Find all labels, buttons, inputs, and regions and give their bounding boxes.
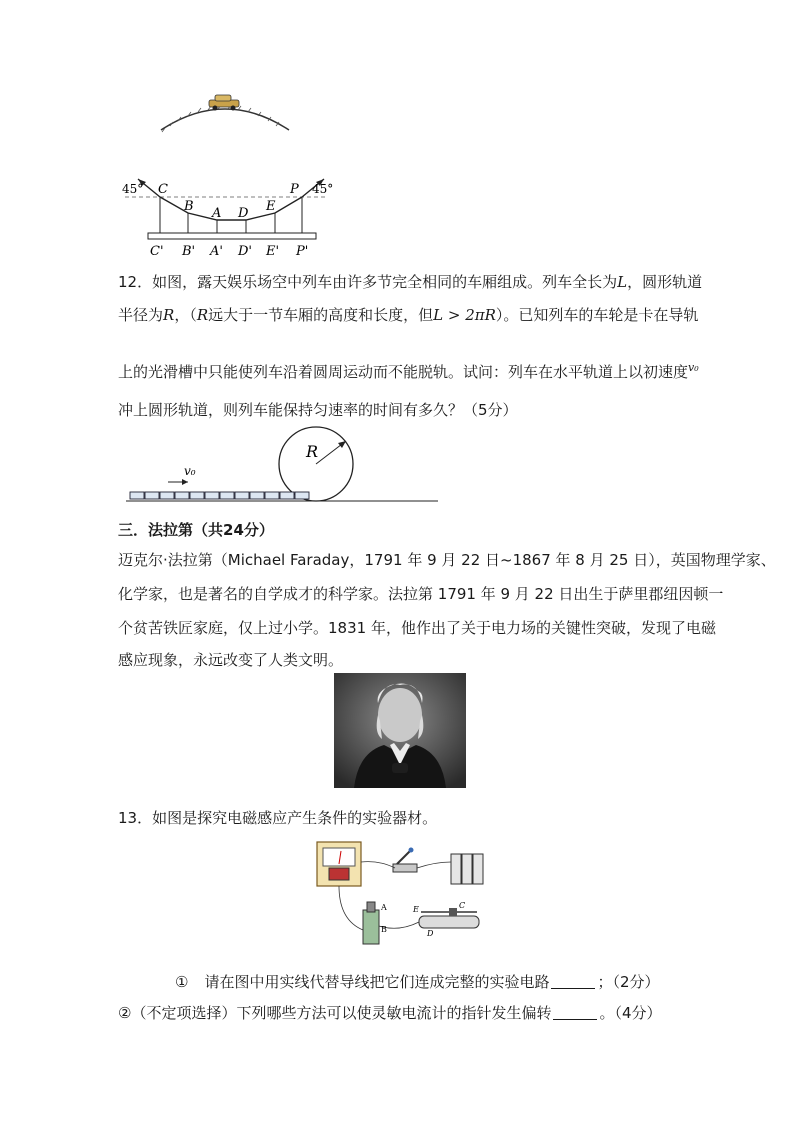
- paragraph-line: 化学家，也是著名的自学成才的科学家。法拉第 1791 年 9 月 22 日出生于萨里郡纽因顿一: [118, 585, 724, 603]
- apparatus-label: A: [381, 903, 387, 912]
- apparatus-label: E: [413, 905, 419, 914]
- q12-line-3: 上的光滑槽中只能使列车沿着圆周运动而不能脱轨。试问：列车在水平轨道上以初速度$^{v_0}$: [118, 361, 699, 381]
- switch-icon: [393, 848, 417, 873]
- coil-icon: [363, 902, 379, 944]
- point-label: E: [266, 199, 276, 214]
- induction-apparatus-figure: [315, 840, 490, 950]
- q13-item-2: ②（不定项选择）下列哪些方法可以使灵敏电流计的指针发生偏转 。（4分）: [118, 1004, 662, 1022]
- radius-label: R: [306, 442, 319, 461]
- apparatus-label: C: [459, 901, 466, 910]
- q13-intro: 13．如图是探究电磁感应产生条件的实验器材。: [118, 809, 438, 827]
- angle-right-label: 45°: [312, 182, 334, 196]
- q13-item-1: ① 请在图中用实线代替导线把它们连成完整的实验电路 ；（2分）: [175, 973, 660, 991]
- battery-icon: [451, 854, 483, 884]
- point-label: C': [150, 244, 164, 259]
- point-label: E': [266, 244, 280, 259]
- faraday-portrait: [334, 673, 466, 788]
- car-icon: [209, 95, 239, 111]
- section-heading: 三．法拉第（共24分）: [118, 521, 274, 539]
- rheostat-icon: [419, 908, 479, 928]
- point-label: P': [296, 244, 309, 259]
- apparatus-label: D: [427, 929, 434, 938]
- paragraph-line: 感应现象，永远改变了人类文明。: [118, 651, 344, 669]
- point-label: D': [238, 244, 252, 259]
- point-label: A': [210, 244, 223, 259]
- car-on-hill-figure: [155, 88, 295, 138]
- point-label: P: [290, 182, 299, 197]
- point-label: C: [158, 182, 168, 197]
- angle-left-label: 45°: [122, 182, 144, 196]
- answer-blank[interactable]: [551, 974, 595, 989]
- train-cars: [130, 492, 309, 499]
- galvanometer-icon: [317, 842, 361, 886]
- loop-train-figure: [118, 425, 443, 505]
- point-label: B: [184, 199, 194, 214]
- velocity-label: v₀: [184, 464, 196, 478]
- paragraph-line: 个贫苦铁匠家庭，仅上过小学。1831 年，他作出了关于电力场的关键性突破，发现了电磁: [118, 619, 716, 637]
- track-supports-figure: [120, 175, 345, 265]
- apparatus-label: B: [381, 925, 387, 934]
- point-label: D: [238, 206, 249, 221]
- point-label: A: [212, 206, 222, 221]
- q12-line-4: 冲上圆形轨道，则列车能保持匀速率的时间有多久？（5分）: [118, 401, 518, 419]
- answer-blank[interactable]: [553, 1005, 597, 1020]
- paragraph-line: 迈克尔·法拉第（Michael Faraday，1791 年 9 月 22 日~1867 年 8 月 25 日），英国物理学家、: [118, 551, 776, 569]
- point-label: B': [182, 244, 196, 259]
- q12-line-1: 12．如图，露天娱乐场空中列车由许多节完全相同的车厢组成。列车全长为L，圆形轨道: [118, 273, 703, 291]
- q12-line-2: 半径为R，（R远大于一节车厢的高度和长度，但L > 2πR）。已知列车的车轮是卡在导轨: [118, 306, 699, 324]
